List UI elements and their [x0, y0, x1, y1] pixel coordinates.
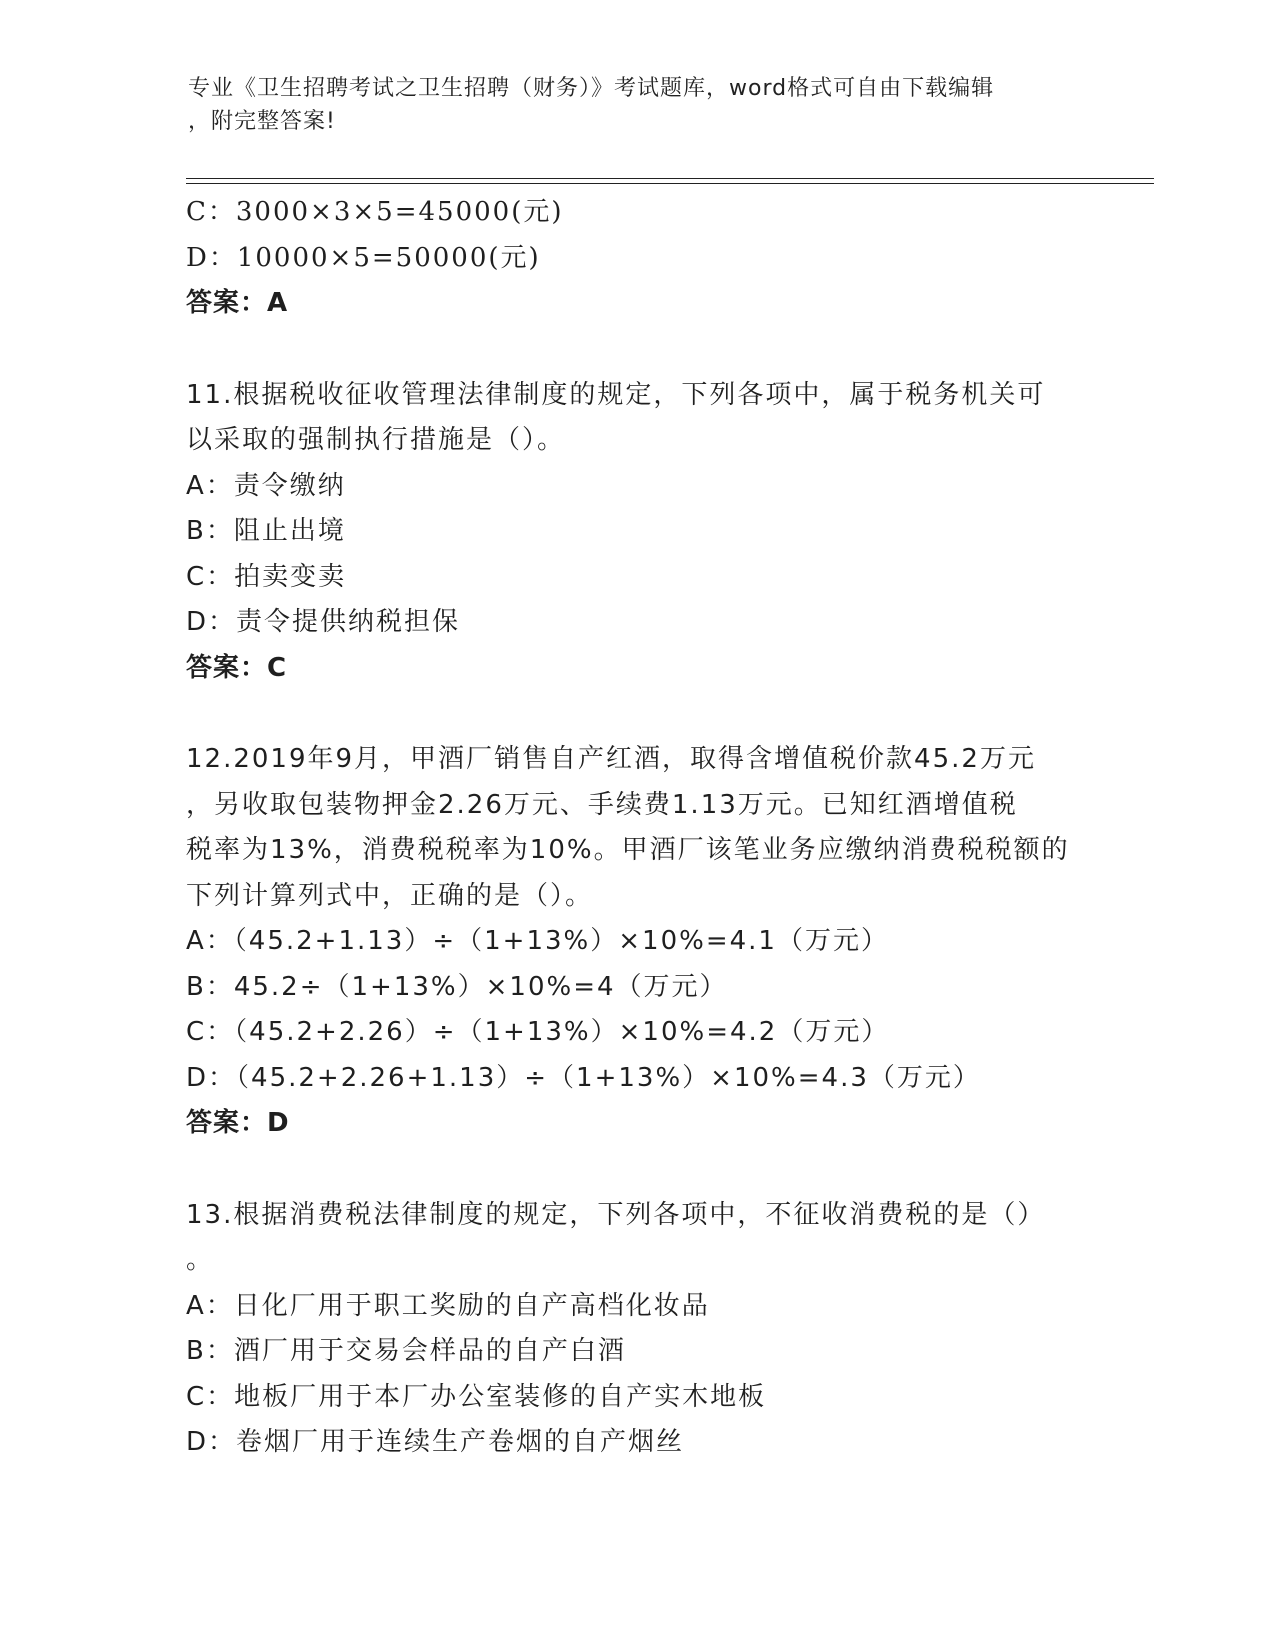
option-c: C：3000×3×5=45000(元) [186, 197, 564, 227]
question-text-line: 13.根据消费税法律制度的规定，下列各项中，不征收消费税的是（） [186, 1199, 1046, 1230]
spacer [186, 327, 1086, 373]
option-d: D：卷烟厂用于连续生产卷烟的自产烟丝 [186, 1427, 685, 1457]
question-11 [186, 373, 1086, 692]
question-10-tail [186, 190, 1086, 327]
answer-label: 答案：C [186, 652, 288, 683]
header-line-2: ，附完整答案! [188, 109, 336, 134]
option-a: A：（45.2+1.13）÷（1+13%）×10%=4.1（万元） [186, 926, 889, 956]
question-text-line: 11.根据税收征收管理法律制度的规定，下列各项中，属于税务机关可 [186, 379, 1046, 410]
header-line-1: 专业《卫生招聘考试之卫生招聘（财务）》考试题库，word格式可自由下载编辑 [188, 76, 995, 101]
option-c: C：地板厂用于本厂办公室装修的自产实木地板 [186, 1381, 767, 1412]
spacer [186, 691, 1086, 737]
question-text-line: 以采取的强制执行措施是（）。 [186, 425, 566, 455]
question-13 [186, 1193, 1086, 1466]
question-12 [186, 737, 1086, 1147]
option-d: D：10000×5=50000(元) [186, 242, 541, 273]
header-divider-bottom [186, 183, 1154, 184]
answer-label: 答案：D [186, 1108, 290, 1138]
question-text-line: 12.2019年9月，甲酒厂销售自产红酒，取得含增值税价款45.2万元 [186, 744, 1036, 774]
option-b: B：酒厂用于交易会样品的自产白酒 [186, 1336, 626, 1366]
option-a: A：日化厂用于职工奖励的自产高档化妆品 [186, 1290, 710, 1321]
spacer [186, 1147, 1086, 1193]
option-a: A：责令缴纳 [186, 470, 346, 501]
document-header [188, 72, 1068, 138]
option-d: D：责令提供纳税担保 [186, 607, 461, 637]
question-text-line: ，另收取包装物押金2.26万元、手续费1.13万元。已知红酒增值税 [186, 789, 1018, 820]
option-b: B：45.2÷（1+13%）×10%=4（万元） [186, 971, 728, 1002]
answer-label: 答案：A [186, 288, 289, 318]
question-text-line: 下列计算列式中，正确的是（）。 [186, 880, 594, 911]
document-body [186, 190, 1086, 1466]
option-d: D：（45.2+2.26+1.13）÷（1+13%）×10%=4.3（万元） [186, 1062, 981, 1093]
question-text-line: 。 [186, 1245, 215, 1275]
option-c: C：（45.2+2.26）÷（1+13%）×10%=4.2（万元） [186, 1017, 890, 1047]
question-text-line: 税率为13%，消费税税率为10%。甲酒厂该笔业务应缴纳消费税税额的 [186, 835, 1070, 865]
option-c: C：拍卖变卖 [186, 561, 347, 592]
header-divider-top [186, 178, 1154, 179]
option-b: B：阻止出境 [186, 516, 346, 546]
